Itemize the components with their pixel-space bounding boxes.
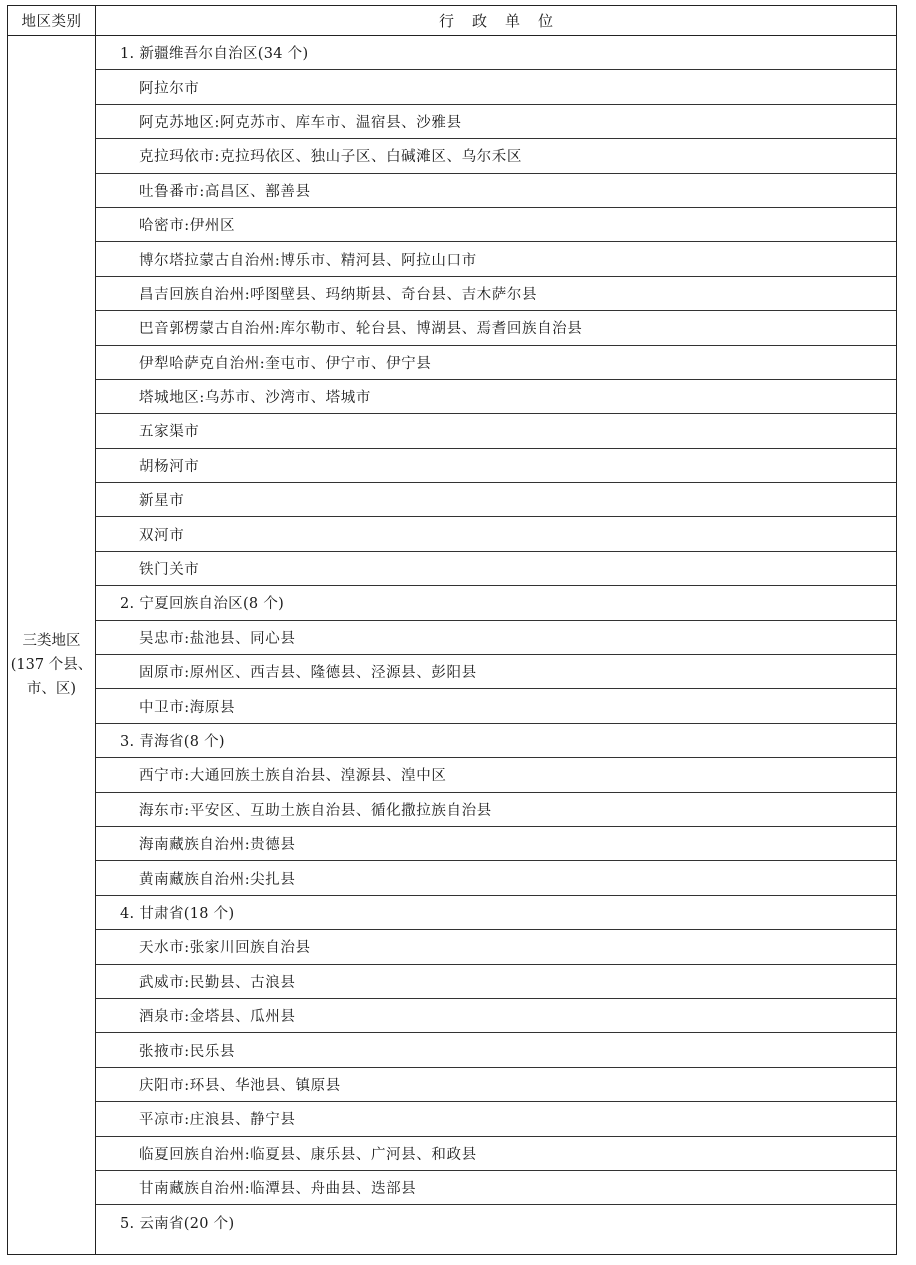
unit-row: 阿拉尔市	[96, 70, 896, 104]
unit-row: 海东市:平安区、互助土族自治县、循化撒拉族自治县	[96, 793, 896, 827]
province-row: 5. 云南省(20 个)	[120, 1215, 235, 1232]
unit-row: 伊犁哈萨克自治州:奎屯市、伊宁市、伊宁县	[96, 346, 896, 380]
document-page	[7, 5, 897, 1255]
header-admin-unit: 行政单位	[96, 6, 896, 36]
unit-row: 甘南藏族自治州:临潭县、舟曲县、迭部县	[96, 1171, 896, 1205]
category-label-line-1: 三类地区	[22, 633, 81, 649]
province-row: 3. 青海省(8 个)	[96, 724, 896, 758]
province-row: 1. 新疆维吾尔自治区(34 个)	[96, 36, 896, 70]
unit-row: 双河市	[96, 517, 896, 551]
unit-row: 庆阳市:环县、华池县、镇原县	[96, 1068, 896, 1102]
unit-row: 天水市:张家川回族自治县	[96, 930, 896, 964]
unit-row: 固原市:原州区、西吉县、隆德县、泾源县、彭阳县	[96, 655, 896, 689]
unit-row: 阿克苏地区:阿克苏市、库车市、温宿县、沙雅县	[96, 105, 896, 139]
unit-row: 临夏回族自治州:临夏县、康乐县、广河县、和政县	[96, 1137, 896, 1171]
unit-row: 新星市	[96, 483, 896, 517]
unit-row: 酒泉市:金塔县、瓜州县	[96, 999, 896, 1033]
province-row: 4. 甘肃省(18 个)	[96, 896, 896, 930]
unit-row: 克拉玛依市:克拉玛依区、独山子区、白碱滩区、乌尔禾区	[96, 139, 896, 173]
category-cell	[8, 36, 96, 1254]
unit-row: 吐鲁番市:高昌区、鄯善县	[96, 174, 896, 208]
unit-row: 胡杨河市	[96, 449, 896, 483]
header-region-category: 地区类别	[8, 6, 96, 36]
unit-row: 铁门关市	[96, 552, 896, 586]
category-label	[10, 629, 94, 701]
unit-row: 黄南藏族自治州:尖扎县	[96, 861, 896, 895]
unit-row: 巴音郭楞蒙古自治州:库尔勒市、轮台县、博湖县、焉耆回族自治县	[96, 311, 896, 345]
unit-row: 西宁市:大通回族土族自治县、湟源县、湟中区	[96, 758, 896, 792]
unit-row: 塔城地区:乌苏市、沙湾市、塔城市	[96, 380, 896, 414]
unit-row: 五家渠市	[96, 414, 896, 448]
unit-row: 海南藏族自治州:贵德县	[96, 827, 896, 861]
category-label-line-2: (137 个县、	[10, 657, 93, 673]
unit-row: 吴忠市:盐池县、同心县	[96, 621, 896, 655]
admin-units-table	[8, 6, 896, 1254]
unit-row: 昌吉回族自治州:呼图壁县、玛纳斯县、奇台县、吉木萨尔县	[96, 277, 896, 311]
category-label-line-3: 市、区)	[26, 681, 77, 697]
unit-row: 张掖市:民乐县	[96, 1033, 896, 1067]
unit-row: 武威市:民勤县、古浪县	[96, 965, 896, 999]
unit-row: 博尔塔拉蒙古自治州:博乐市、精河县、阿拉山口市	[96, 242, 896, 276]
unit-rows	[96, 36, 896, 1254]
unit-row: 中卫市:海原县	[96, 689, 896, 723]
province-row: 2. 宁夏回族自治区(8 个)	[96, 586, 896, 620]
unit-row: 哈密市:伊州区	[96, 208, 896, 242]
unit-row: 平凉市:庄浪县、静宁县	[96, 1102, 896, 1136]
